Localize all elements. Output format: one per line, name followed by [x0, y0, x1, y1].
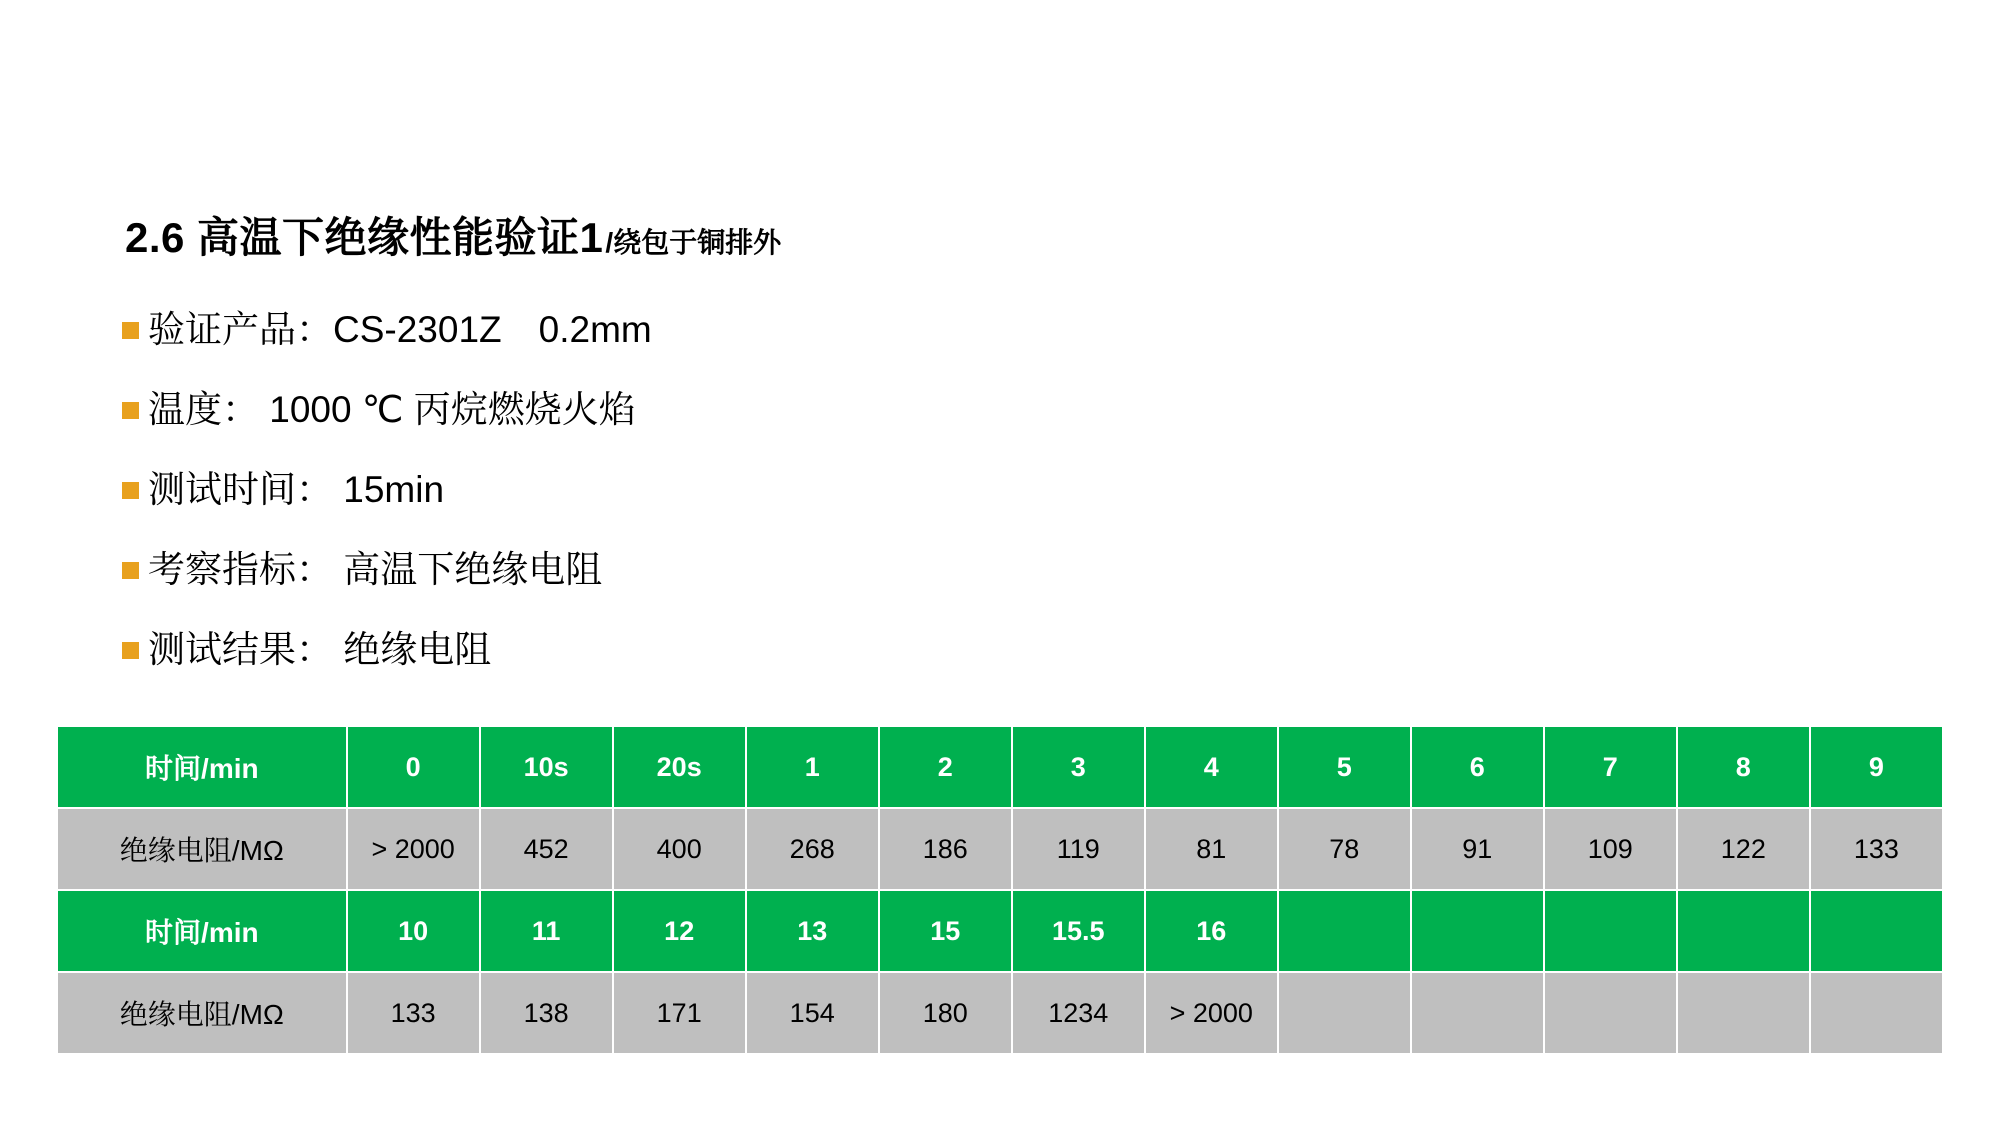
table-cell-empty: [1411, 972, 1544, 1054]
table-cell: 7: [1544, 726, 1677, 808]
table-cell: 452: [480, 808, 613, 890]
table-cell: 268: [746, 808, 879, 890]
square-bullet-icon: [122, 562, 139, 579]
table-cell: 8: [1677, 726, 1810, 808]
table-cell: > 2000: [347, 808, 480, 890]
table-cell: 133: [1810, 808, 1943, 890]
table-cell: 20s: [613, 726, 746, 808]
table-cell: 91: [1411, 808, 1544, 890]
table-cell: 12: [613, 890, 746, 972]
table-row: [57, 972, 1943, 1054]
table-cell: 15.5: [1012, 890, 1145, 972]
page-title-sub: /绕包于铜排外: [605, 227, 782, 258]
square-bullet-icon: [122, 482, 139, 499]
page-title: [125, 205, 781, 265]
list-item: [122, 450, 1322, 530]
list-item: [122, 290, 1322, 370]
square-bullet-icon: [122, 322, 139, 339]
row-header-label: 绝缘电阻/MΩ: [57, 972, 347, 1054]
list-item-label: 测试结果： 绝缘电阻: [148, 628, 492, 670]
square-bullet-icon: [122, 642, 139, 659]
table-cell: 10s: [480, 726, 613, 808]
table-cell: 3: [1012, 726, 1145, 808]
table-cell: 6: [1411, 726, 1544, 808]
table-cell: 109: [1544, 808, 1677, 890]
row-header-label: 时间/min: [57, 726, 347, 808]
table-cell-empty: [1810, 972, 1943, 1054]
table-row: [57, 808, 1943, 890]
table-cell: 4: [1145, 726, 1278, 808]
list-item-label: 验证产品：CS-2301Z 0.2mm: [148, 308, 652, 350]
table-cell: 400: [613, 808, 746, 890]
table-row: [57, 890, 1943, 972]
table-cell: 133: [347, 972, 480, 1054]
row-header-label: 绝缘电阻/MΩ: [57, 808, 347, 890]
table-cell: 0: [347, 726, 480, 808]
list-item-label: 测试时间： 15min: [148, 468, 445, 510]
table-cell: 180: [879, 972, 1012, 1054]
table-cell: 9: [1810, 726, 1943, 808]
table-cell: 78: [1278, 808, 1411, 890]
table-cell: 13: [746, 890, 879, 972]
table-cell: > 2000: [1145, 972, 1278, 1054]
table-cell-empty: [1411, 890, 1544, 972]
square-bullet-icon: [122, 402, 139, 419]
table-cell: 2: [879, 726, 1012, 808]
table-cell: 154: [746, 972, 879, 1054]
list-item-label: 温度： 1000 ℃ 丙烷燃烧火焰: [148, 388, 636, 430]
list-item: [122, 610, 1322, 690]
table-cell: 171: [613, 972, 746, 1054]
table-cell: 11: [480, 890, 613, 972]
table-cell-empty: [1544, 972, 1677, 1054]
table-cell: 1: [746, 726, 879, 808]
table-cell: 10: [347, 890, 480, 972]
table-cell: 5: [1278, 726, 1411, 808]
table-cell-empty: [1677, 972, 1810, 1054]
table-cell: 122: [1677, 808, 1810, 890]
list-item-label: 考察指标： 高温下绝缘电阻: [148, 548, 603, 590]
bullet-list: [122, 290, 1322, 690]
list-item: [122, 530, 1322, 610]
table-row: [57, 726, 1943, 808]
table-cell: 186: [879, 808, 1012, 890]
table-cell-empty: [1677, 890, 1810, 972]
table-cell: 1234: [1012, 972, 1145, 1054]
measurement-table: [56, 725, 1944, 1055]
table-cell-empty: [1810, 890, 1943, 972]
table-cell: 16: [1145, 890, 1278, 972]
table-cell-empty: [1278, 890, 1411, 972]
list-item: [122, 370, 1322, 450]
row-header-label: 时间/min: [57, 890, 347, 972]
table-cell: 15: [879, 890, 1012, 972]
table-cell: 138: [480, 972, 613, 1054]
table-cell-empty: [1544, 890, 1677, 972]
table-cell: 81: [1145, 808, 1278, 890]
table-cell-empty: [1278, 972, 1411, 1054]
page-title-main: 2.6 高温下绝缘性能验证1: [125, 214, 604, 261]
table-cell: 119: [1012, 808, 1145, 890]
